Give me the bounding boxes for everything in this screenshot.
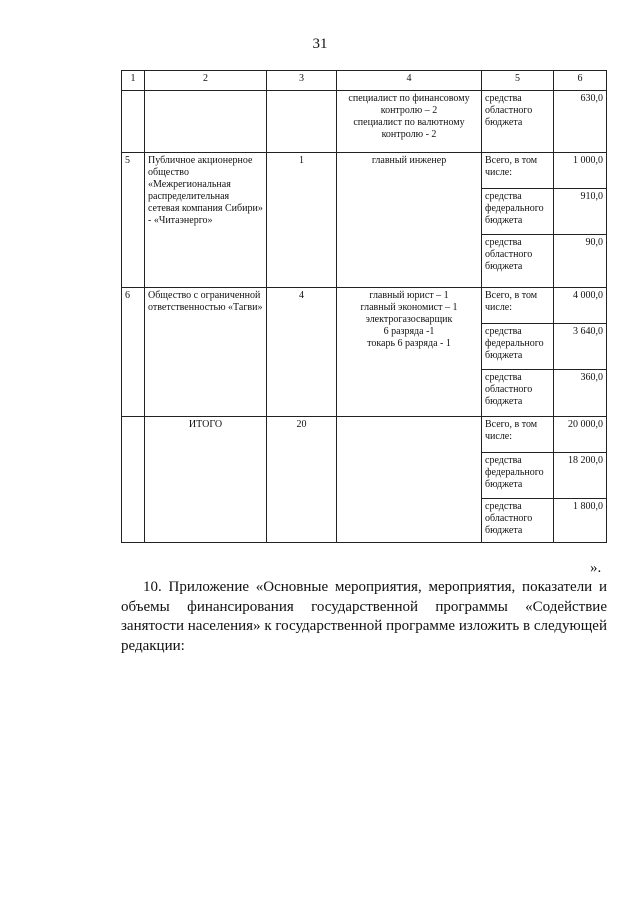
count-cell: 1	[267, 153, 337, 288]
funding-amount-cell: 4 000,0	[554, 288, 607, 324]
num-cell: 5	[122, 153, 145, 288]
position-line: главный экономист – 1	[360, 302, 458, 313]
position-line: специалист по валютному контролю - 2	[353, 117, 465, 140]
funding-source-cell: Всего, в том числе:	[482, 417, 554, 453]
funding-amount-cell: 90,0	[554, 235, 607, 288]
table-row-total	[122, 417, 607, 453]
funding-source-cell: средства федерального бюджета	[482, 324, 554, 370]
funding-amount-cell: 360,0	[554, 370, 607, 417]
num-cell	[122, 417, 145, 543]
header-cell: 3	[267, 71, 337, 91]
header-cell: 4	[337, 71, 482, 91]
funding-source-cell: Всего, в том числе:	[482, 153, 554, 189]
table-row-continuation	[122, 91, 607, 153]
funding-amount-cell: 910,0	[554, 189, 607, 235]
org-cell: Публичное акционерное общество «Межрегиональная распределительная сетевая компания Сибири» - «Читаэнерго»	[145, 153, 267, 288]
funding-amount-cell: 20 000,0	[554, 417, 607, 453]
funding-source-cell: средства областного бюджета	[482, 370, 554, 417]
funding-table	[121, 70, 607, 543]
position-line: специалист по финансовому контролю – 2	[348, 93, 470, 116]
position-line: токарь 6 разряда - 1	[367, 338, 451, 349]
table-row	[122, 153, 607, 189]
table-row	[122, 288, 607, 324]
header-cell: 6	[554, 71, 607, 91]
header-cell: 5	[482, 71, 554, 91]
total-count: 20	[267, 417, 337, 543]
position-line: главный юрист – 1	[369, 290, 449, 301]
total-label: ИТОГО	[145, 417, 267, 543]
org-cell	[145, 91, 267, 153]
funding-source-cell: Всего, в том числе:	[482, 288, 554, 324]
funding-amount-cell: 630,0	[554, 91, 607, 153]
page-number: 31	[312, 36, 328, 52]
funding-source-cell: средства областного бюджета	[482, 91, 554, 153]
funding-source-cell: средства федерального бюджета	[482, 189, 554, 235]
org-cell: Общество с ограниченной ответственностью «Тагви»	[145, 288, 267, 417]
table-header-row	[122, 71, 607, 91]
funding-source-cell: средства областного бюджета	[482, 499, 554, 543]
header-cell: 2	[145, 71, 267, 91]
funding-amount-cell: 1 000,0	[554, 153, 607, 189]
position-line: главный инженер	[371, 155, 447, 166]
positions-cell	[337, 288, 482, 417]
count-cell	[267, 91, 337, 153]
position-line: электрогазосварщик	[365, 314, 453, 325]
funding-amount-cell: 1 800,0	[554, 499, 607, 543]
funding-source-cell: средства федерального бюджета	[482, 453, 554, 499]
count-cell: 4	[267, 288, 337, 417]
closing-quote-mark: ».	[590, 560, 602, 576]
amendment-paragraph: 10. Приложение «Основные мероприятия, мероприятия, показатели и объемы финансирования государственной программы «Содействие занятости населения» к государственной программе изложить в следующей редакции:	[121, 579, 607, 654]
positions-cell	[337, 153, 482, 288]
positions-cell	[337, 91, 482, 153]
positions-cell	[337, 417, 482, 543]
funding-amount-cell: 3 640,0	[554, 324, 607, 370]
funding-amount-cell: 18 200,0	[554, 453, 607, 499]
num-cell: 6	[122, 288, 145, 417]
num-cell	[122, 91, 145, 153]
position-line: 6 разряда -1	[383, 326, 435, 337]
header-cell: 1	[122, 71, 145, 91]
funding-source-cell: средства областного бюджета	[482, 235, 554, 288]
